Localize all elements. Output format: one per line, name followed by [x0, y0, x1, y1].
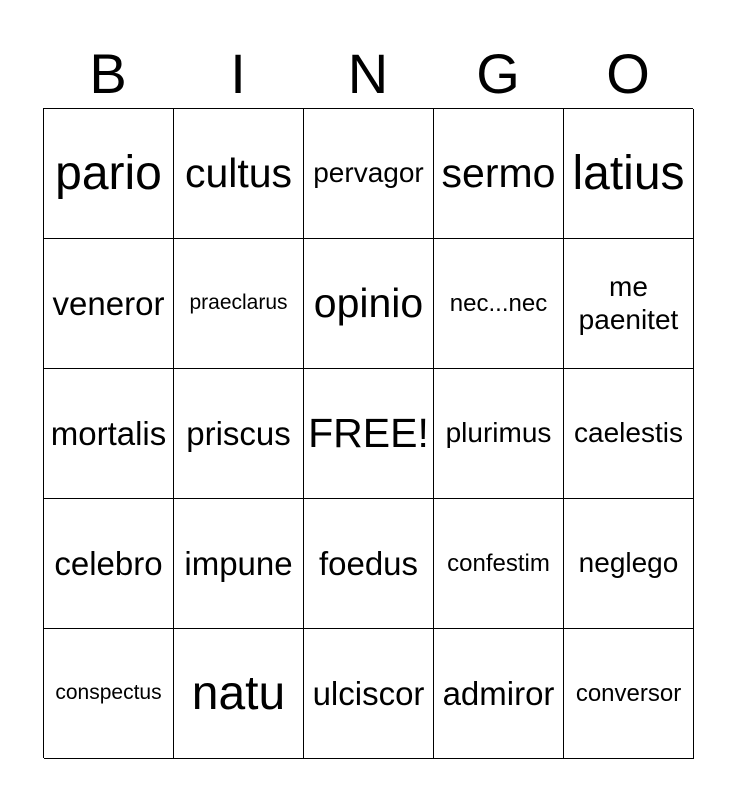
- bingo-cell-r1c5[interactable]: [564, 109, 694, 239]
- bingo-cell-r3c1[interactable]: [44, 369, 174, 499]
- bingo-cell-r5c4[interactable]: [434, 629, 564, 759]
- cell-text: natu: [191, 666, 286, 720]
- bingo-cell-r5c5[interactable]: [564, 629, 694, 759]
- cell-text: conversor: [575, 679, 682, 707]
- bingo-cell-r2c3[interactable]: [304, 239, 434, 369]
- bingo-board: [43, 108, 693, 758]
- cell-text: priscus: [186, 414, 291, 452]
- cell-text: praeclarus: [189, 291, 288, 315]
- cell-text: confestim: [447, 549, 550, 577]
- cell-text: nec...nec: [449, 289, 548, 317]
- header-letter-n: N: [347, 42, 389, 105]
- bingo-cell-r1c2[interactable]: [174, 109, 304, 239]
- bingo-header: [43, 40, 693, 108]
- header-letter-b: B: [89, 42, 127, 105]
- cell-text: conspectus: [55, 681, 162, 705]
- bingo-cell-r4c1[interactable]: [44, 499, 174, 629]
- cell-text: caelestis: [574, 417, 683, 449]
- bingo-cell-r3c5[interactable]: [564, 369, 694, 499]
- bingo-cell-r2c5[interactable]: [564, 239, 694, 369]
- header-letter-o: O: [606, 42, 650, 105]
- bingo-cell-r4c4[interactable]: [434, 499, 564, 629]
- cell-text: ulciscor: [312, 674, 425, 712]
- header-letter-i: I: [230, 42, 246, 105]
- bingo-cell-r3c2[interactable]: [174, 369, 304, 499]
- cell-text: latius: [572, 146, 685, 200]
- cell-text: me paenitet: [578, 271, 679, 335]
- bingo-cell-r5c1[interactable]: [44, 629, 174, 759]
- free-space: FREE!: [308, 409, 429, 456]
- cell-text: foedus: [318, 544, 419, 582]
- bingo-cell-r1c3[interactable]: [304, 109, 434, 239]
- cell-text: admiror: [442, 674, 555, 712]
- cell-text: pario: [55, 146, 162, 200]
- bingo-cell-r2c2[interactable]: [174, 239, 304, 369]
- cell-text: sermo: [441, 149, 556, 196]
- bingo-cell-r2c4[interactable]: [434, 239, 564, 369]
- cell-text: pervagor: [313, 157, 424, 189]
- bingo-cell-r2c1[interactable]: [44, 239, 174, 369]
- bingo-cell-r3c3[interactable]: [304, 369, 434, 499]
- cell-text: cultus: [184, 149, 293, 196]
- cell-text: impune: [184, 544, 293, 582]
- header-letter-g: G: [476, 42, 520, 105]
- bingo-cell-r4c2[interactable]: [174, 499, 304, 629]
- bingo-cell-r5c2[interactable]: [174, 629, 304, 759]
- cell-text: celebro: [54, 544, 163, 582]
- cell-text: mortalis: [50, 414, 167, 452]
- cell-text: neglego: [578, 547, 679, 579]
- bingo-cell-r4c5[interactable]: [564, 499, 694, 629]
- bingo-cell-r1c4[interactable]: [434, 109, 564, 239]
- bingo-cell-r1c1[interactable]: [44, 109, 174, 239]
- cell-text: plurimus: [445, 417, 552, 449]
- cell-text: veneror: [52, 284, 165, 322]
- cell-text: opinio: [313, 279, 424, 326]
- bingo-cell-r5c3[interactable]: [304, 629, 434, 759]
- bingo-cell-r3c4[interactable]: [434, 369, 564, 499]
- bingo-cell-r4c3[interactable]: [304, 499, 434, 629]
